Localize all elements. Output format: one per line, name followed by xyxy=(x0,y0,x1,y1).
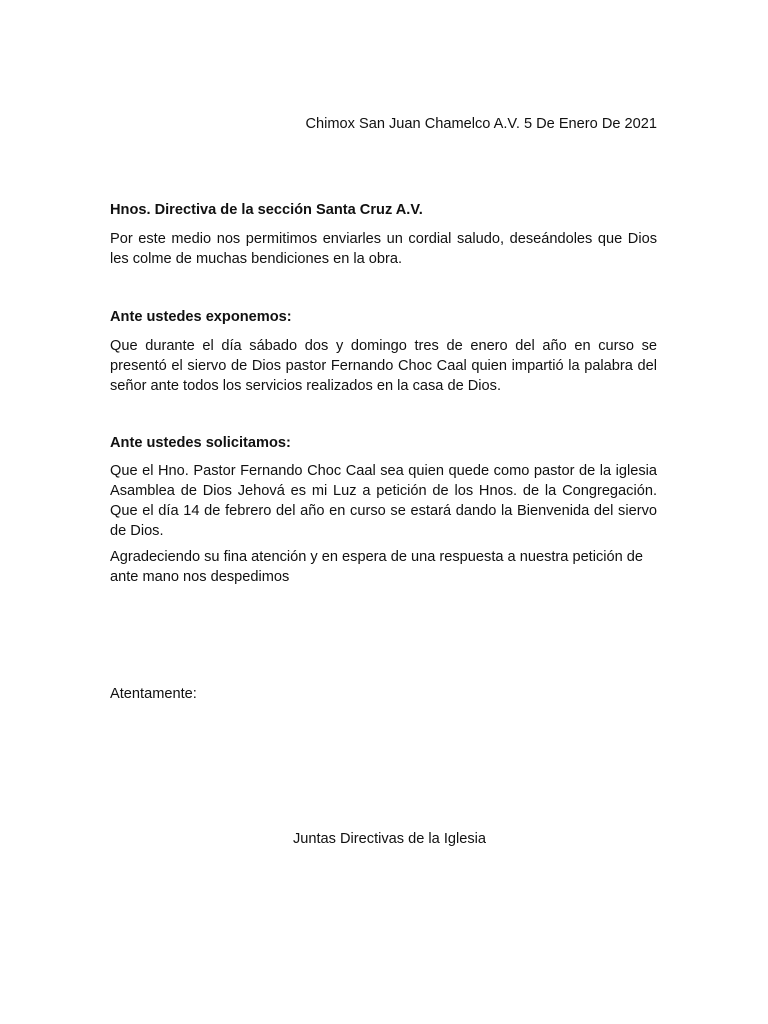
greeting-paragraph: Por este medio nos permitimos enviarles un cordial saludo, deseándoles que Dios les colme de muchas bendiciones en la obra. xyxy=(110,231,657,267)
expose-paragraph: Que durante el día sábado dos y domingo tres de enero del año en curso se presentó el siervo de Dios pastor Fernando Choc Caal quien impartió la palabra del señor ante todos los servicios realizados en la casa de Dios. xyxy=(110,338,657,394)
signature-block xyxy=(0,829,768,849)
closing-line: Atentamente: xyxy=(110,686,197,702)
solicit-paragraph: Que el Hno. Pastor Fernando Choc Caal sea quien quede como pastor de la iglesia Asamblea de Dios Jehová es mi Luz a petición de los Hnos. de la Congregación. Que el día 14 de febrero del año en curso se estará dando la Bienvenida del siervo de Dios. xyxy=(110,463,657,539)
place-date: Chimox San Juan Chamelco A.V. 5 De Enero De 2021 xyxy=(305,116,657,132)
signature-line: Juntas Directivas de la Iglesia xyxy=(292,831,487,847)
recipient-heading: Hnos. Directiva de la sección Santa Cruz A.V. xyxy=(110,202,423,218)
solicit-heading: Ante ustedes solicitamos: xyxy=(110,435,291,451)
thanks-paragraph: Agradeciendo su fina atención y en espera de una respuesta a nuestra petición de ante mano nos despedimos xyxy=(110,549,644,585)
expose-heading: Ante ustedes exponemos: xyxy=(110,309,292,325)
